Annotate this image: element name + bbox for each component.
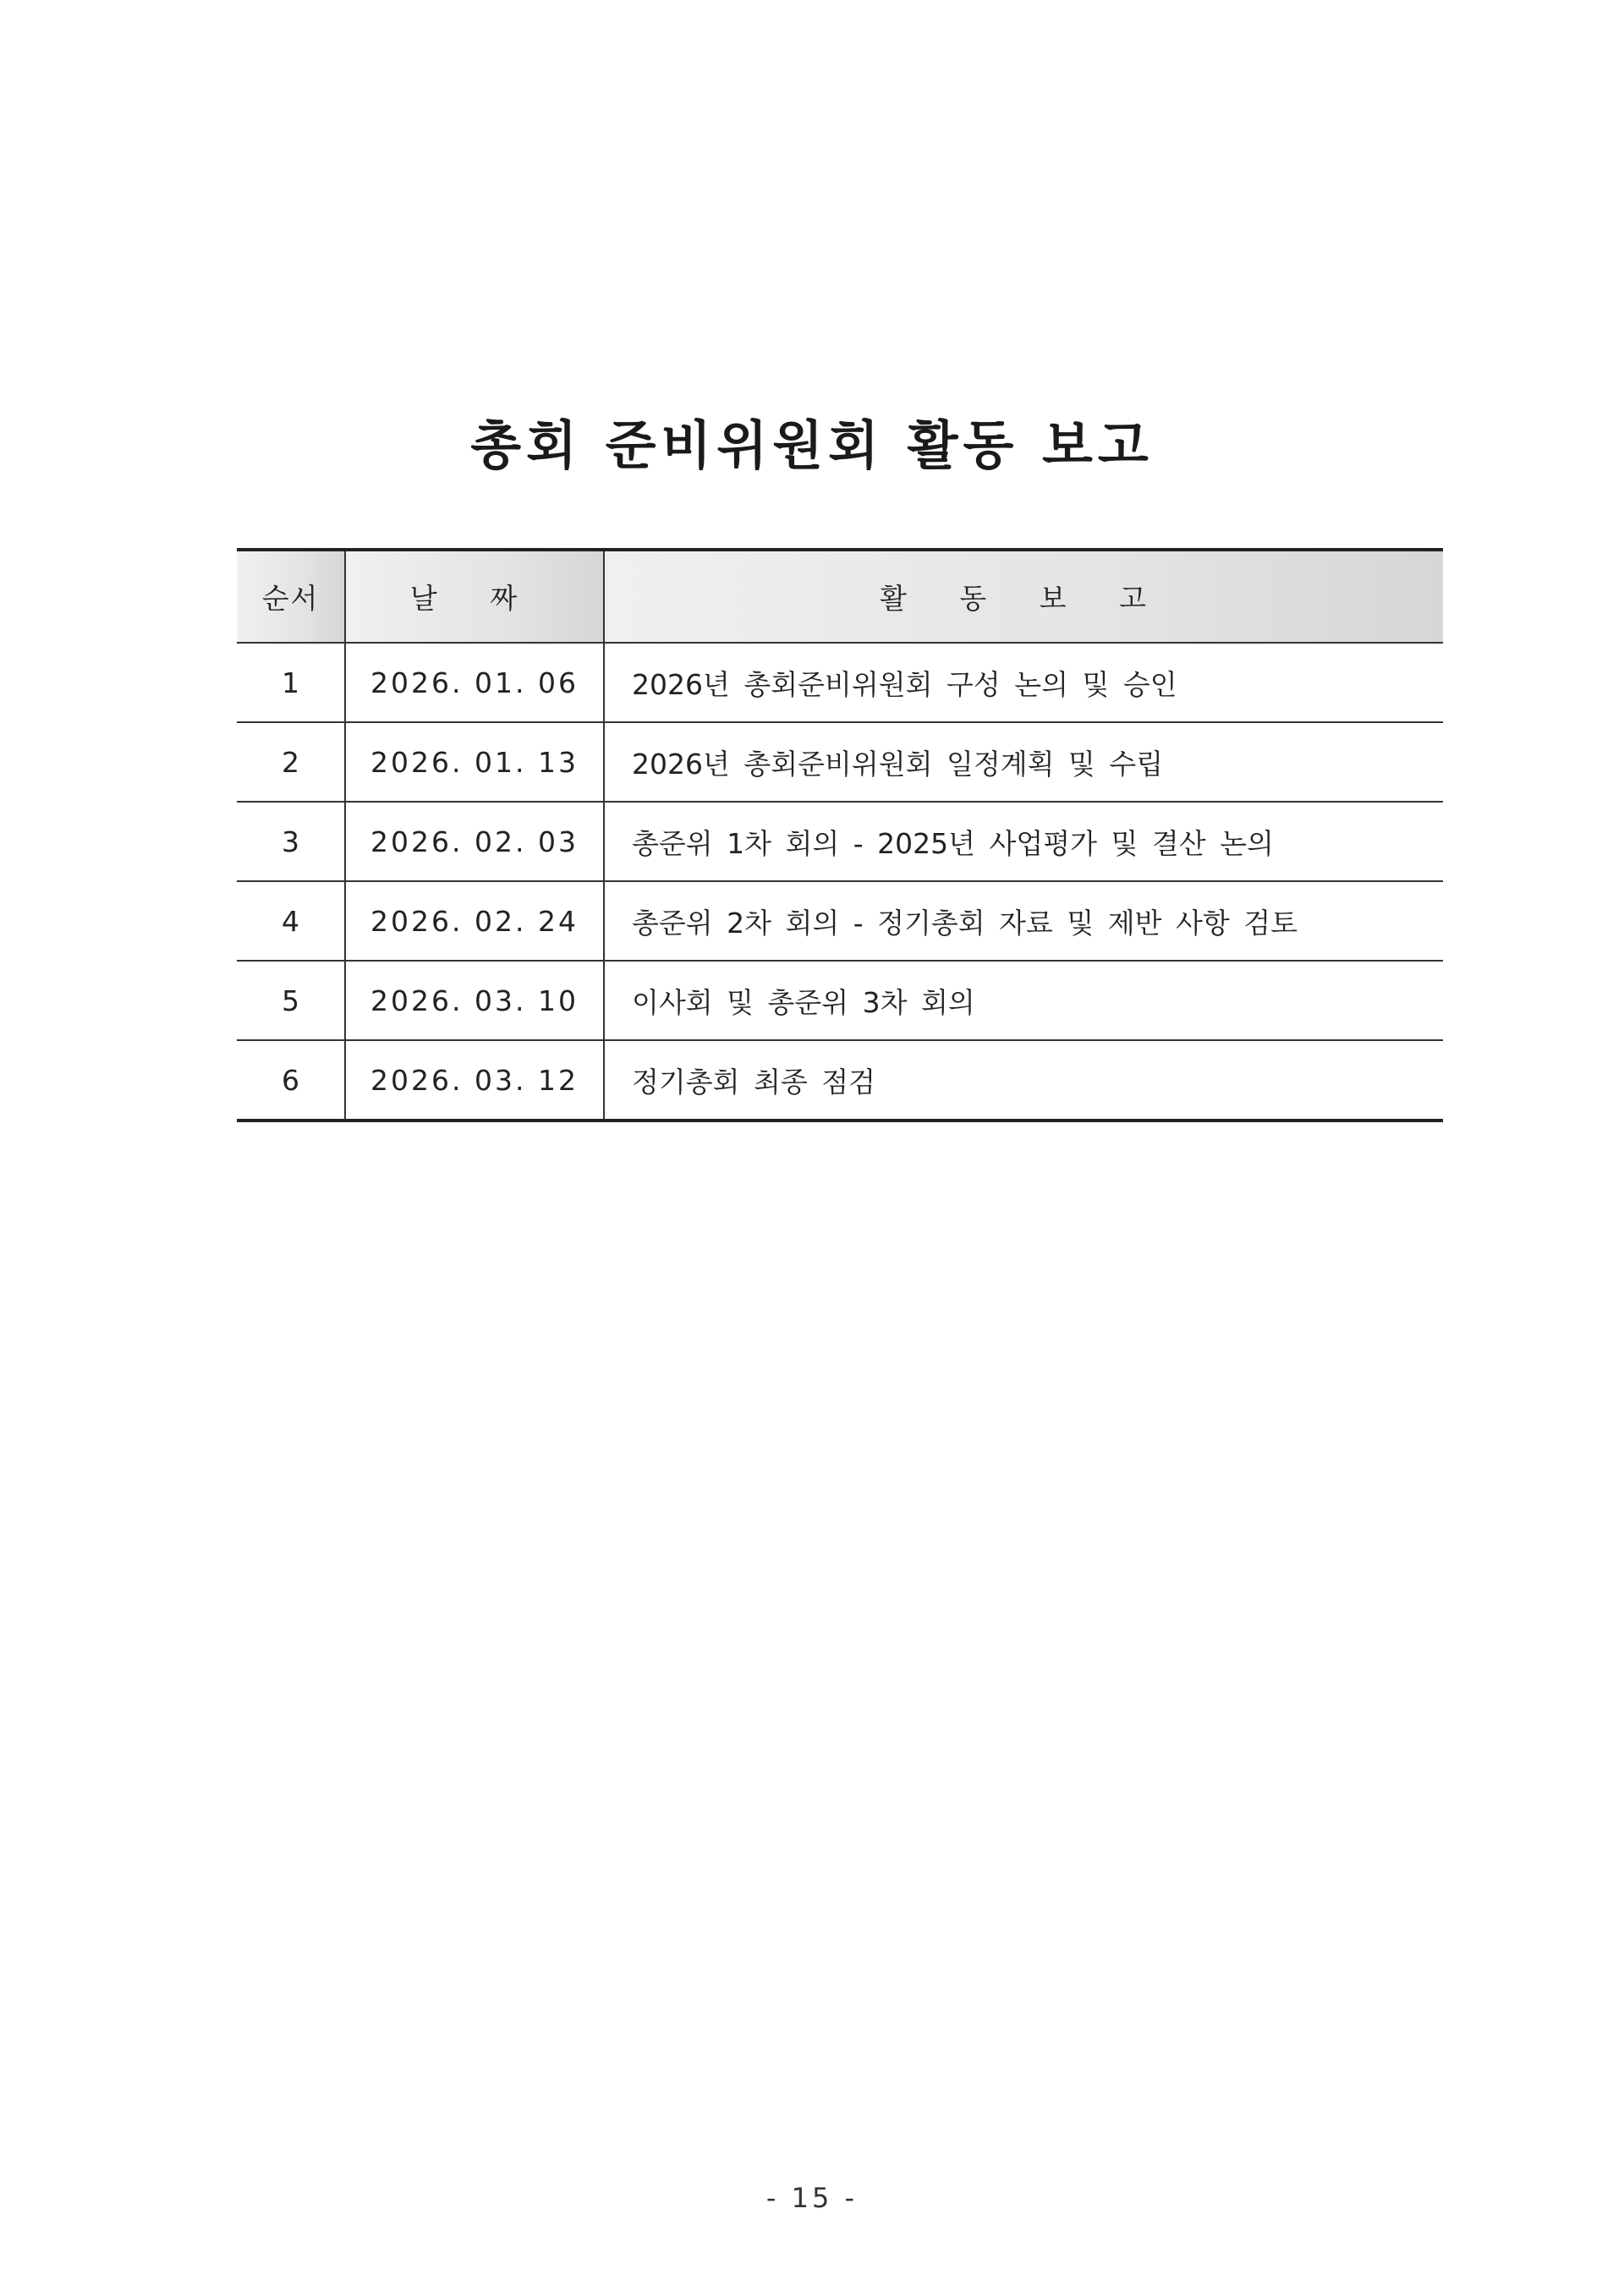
activity-report-table — [237, 548, 1443, 1122]
row-order: 4 — [237, 881, 345, 961]
table-row — [237, 802, 1443, 881]
row-order: 1 — [237, 643, 345, 722]
row-date: 2026. 02. 24 — [345, 881, 604, 961]
row-activity: 2026년 총회준비위원회 일정계획 및 수립 — [604, 722, 1443, 802]
header-date: 날 짜 — [345, 550, 604, 643]
row-order: 3 — [237, 802, 345, 881]
row-date: 2026. 01. 06 — [345, 643, 604, 722]
row-order: 5 — [237, 961, 345, 1040]
row-order: 6 — [237, 1040, 345, 1121]
row-activity: 2026년 총회준비위원회 구성 논의 및 승인 — [604, 643, 1443, 722]
row-activity: 이사회 및 총준위 3차 회의 — [604, 961, 1443, 1040]
row-date: 2026. 02. 03 — [345, 802, 604, 881]
row-activity: 총준위 1차 회의 - 2025년 사업평가 및 결산 논의 — [604, 802, 1443, 881]
table-header-row — [237, 550, 1443, 643]
row-date: 2026. 03. 10 — [345, 961, 604, 1040]
row-activity: 정기총회 최종 점검 — [604, 1040, 1443, 1121]
table-row — [237, 961, 1443, 1040]
row-date: 2026. 01. 13 — [345, 722, 604, 802]
header-activity: 활 동 보 고 — [604, 550, 1443, 643]
table-row — [237, 722, 1443, 802]
page-number: - 15 - — [765, 2182, 859, 2214]
page-title: 총회 준비위원회 활동 보고 — [470, 414, 1154, 476]
row-date: 2026. 03. 12 — [345, 1040, 604, 1121]
table-row — [237, 881, 1443, 961]
table-row — [237, 1040, 1443, 1121]
row-activity: 총준위 2차 회의 - 정기총회 자료 및 제반 사항 검토 — [604, 881, 1443, 961]
row-order: 2 — [237, 722, 345, 802]
table-row — [237, 643, 1443, 722]
header-order: 순서 — [237, 550, 345, 643]
